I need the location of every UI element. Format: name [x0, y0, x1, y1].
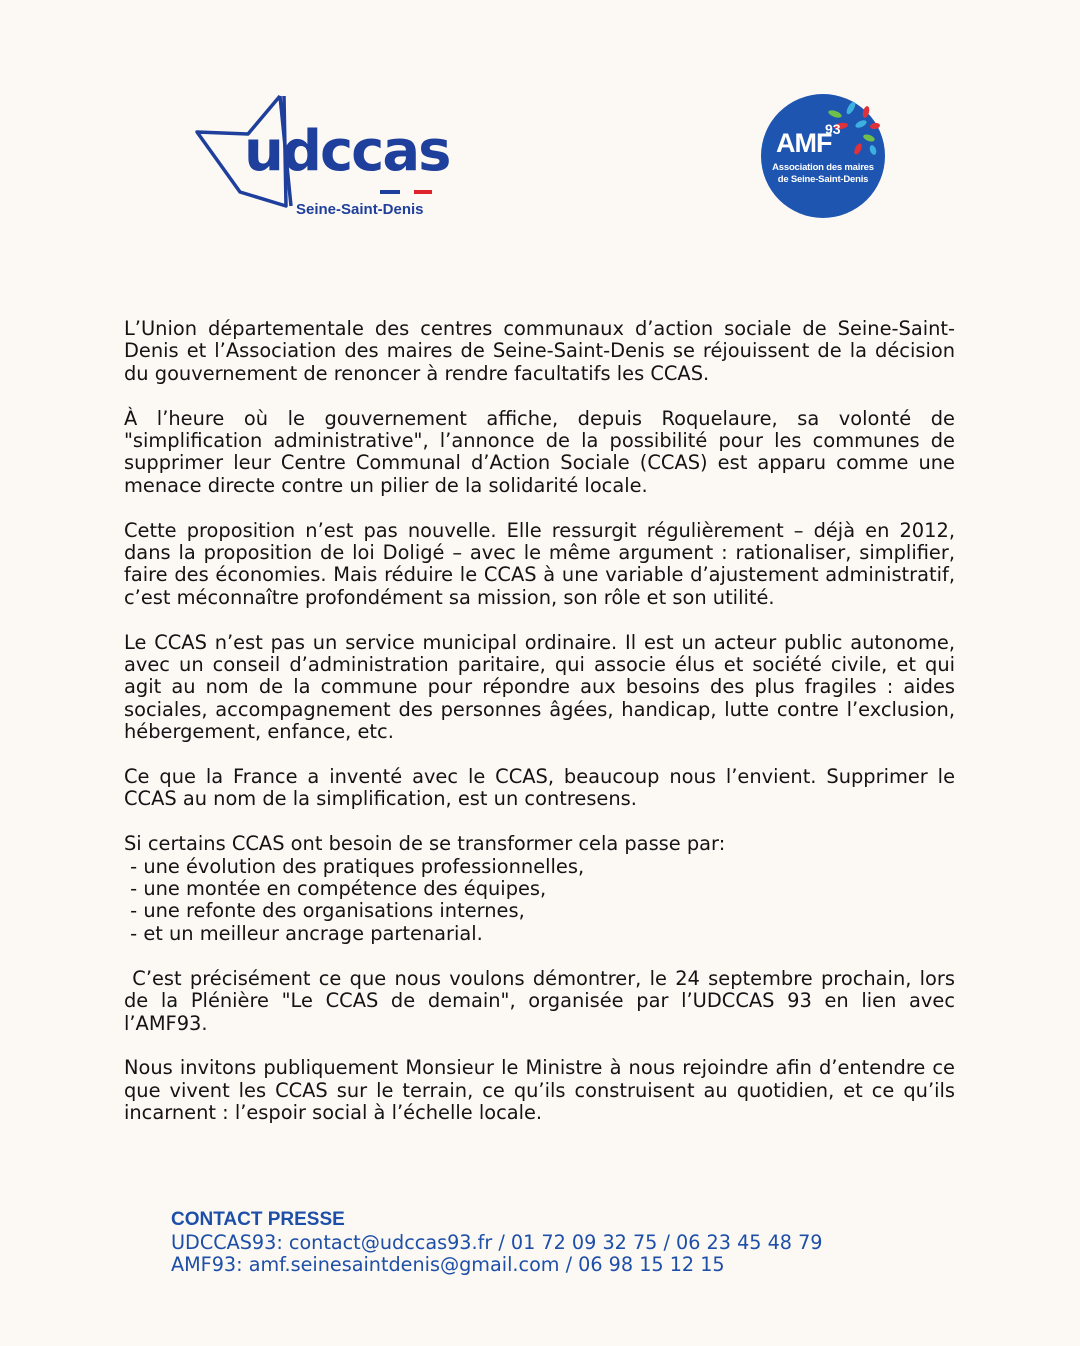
amf93-logo — [761, 94, 885, 218]
list-item: - une refonte des organisations internes, — [124, 899, 525, 923]
paragraph: L’Union départementale des centres communaux d’action sociale de Seine-Saint-Denis et l’Association des maires de Seine-Saint-Denis se réjouissent de la décision du gouvernement de renoncer à rendre facultatifs les CCAS. — [124, 317, 955, 385]
contact-title: CONTACT PRESSE — [171, 1209, 345, 1230]
contact-amf: AMF93: amf.seinesaintdenis@gmail.com / 06 98 15 12 15 — [171, 1253, 725, 1277]
list-item: - une montée en compétence des équipes, — [124, 877, 547, 901]
paragraph: Ce que la France a inventé avec le CCAS, beaucoup nous l’envient. Supprimer le CCAS au nom de la simplification, est un contresens. — [124, 765, 955, 811]
flag-blue-bar — [380, 190, 400, 194]
paragraph: À l’heure où le gouvernement affiche, depuis Roquelaure, sa volonté de "simplification administrative", l’annonce de la possibilité pour les communes de supprimer leur Centre Communal d’Action Sociale (CCAS) est apparu comme une menace directe contre un pilier de la solidarité locale. — [124, 406, 955, 497]
paragraph: C’est précisément ce que nous voulons démontrer, le 24 septembre prochain, lors de la Plénière "Le CCAS de demain", organisée par l’UDCCAS 93 en lien avec l’AMF93. — [124, 966, 962, 1035]
list-item: - une évolution des pratiques professionnelles, — [124, 854, 585, 878]
amf-tagline-1: Association des maires — [772, 162, 874, 173]
list-item: - et un meilleur ancrage partenarial. — [124, 921, 483, 945]
udccas-wordmark: udccas — [244, 119, 450, 184]
amf-wordmark: AMF — [776, 128, 832, 158]
amf-tagline-2: de Seine-Saint-Denis — [777, 174, 869, 185]
list-intro: Si certains CCAS ont besoin de se transformer cela passe par: — [124, 832, 726, 856]
press-contact — [171, 1209, 823, 1277]
udccas-logo — [192, 88, 450, 228]
press-release-body — [124, 317, 962, 1147]
paragraph: Le CCAS n’est pas un service municipal ordinaire. Il est un acteur public autonome, avec un conseil d’administration paritaire, qui associe élus et société civile, et qui agit au nom de la commune pour répondre aux besoins des plus fragiles : aides sociales, accompagnement des personnes âgées, handicap, lutte contre l’exclusion, hébergement, enfance, etc. — [124, 630, 955, 744]
flag-red-bar — [414, 190, 432, 194]
contact-udccas: UDCCAS93: contact@udccas93.fr / 01 72 09 32 75 / 06 23 45 48 79 — [171, 1230, 823, 1254]
amf-superscript: 93 — [825, 121, 841, 137]
udccas-subtitle: Seine-Saint-Denis — [296, 201, 424, 218]
transformation-list — [124, 856, 955, 946]
paragraph: Nous invitons publiquement Monsieur le Ministre à nous rejoindre afin d’entendre ce que vivent les CCAS sur le terrain, ce qu’ils construisent au quotidien, et ce qu’ils incarnent : l’espoir social à l’échelle locale. — [124, 1056, 955, 1125]
paragraph: Cette proposition n’est pas nouvelle. Elle ressurgit régulièrement – déjà en 2012, dans la proposition de loi Doligé – avec le même argument : rationaliser, simplifier, faire des économies. Mais réduire le CCAS à une variable d’ajustement administratif, c’est méconnaître profondément sa mission, son rôle et son utilité. — [124, 518, 955, 609]
